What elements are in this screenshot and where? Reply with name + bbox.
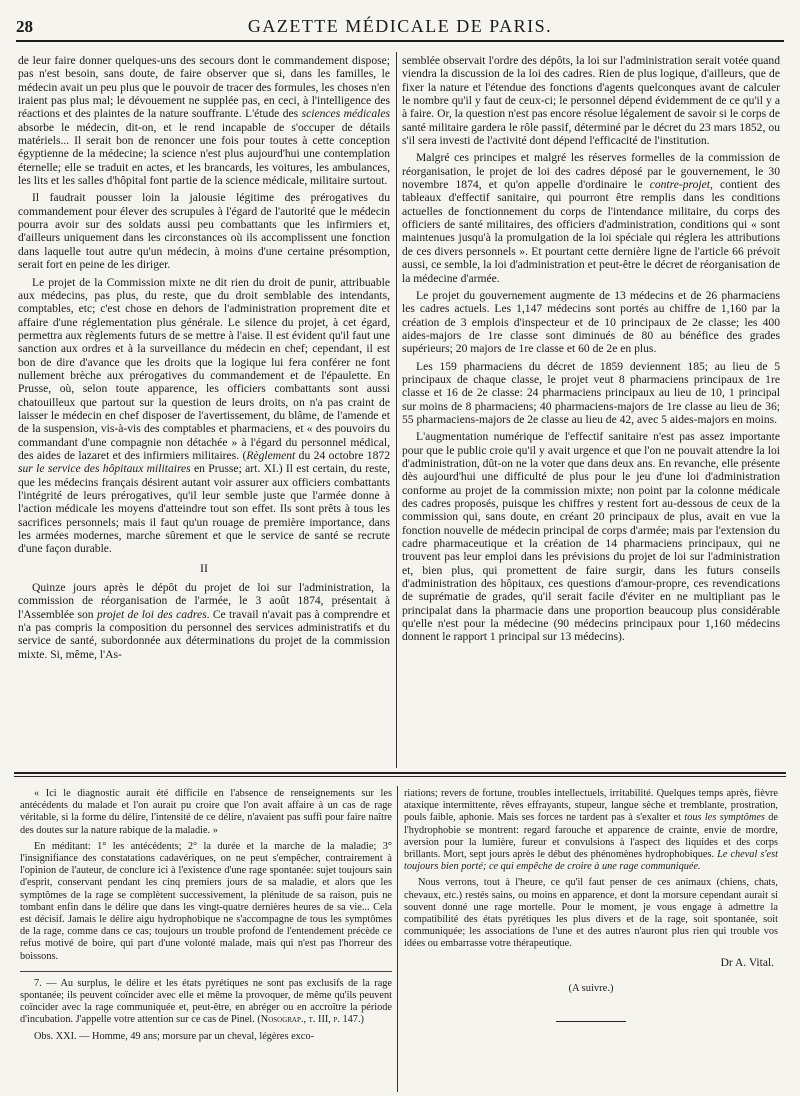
paragraph: Les 159 pharmaciens du décret de 1859 deviennent 185; au lieu de 5 principaux de chaque classe, le projet veut 8 pharmaciens principaux de 1re classe et 16 de 2e classe: 24 pharmaciens principaux au lieu de 10, 1 principal sur moins de 8 pharmaciens; 40 pharmaciens-majors de 1re classe au lieu de 36; 55 pharmaciens-majors de 2e classe au lieu de 42, avec 5 aides-majors en moins. — [402, 359, 780, 426]
paragraph — [402, 151, 780, 284]
feuilleton-column-left — [20, 788, 392, 1090]
note-divider — [20, 971, 392, 972]
paragraph — [20, 978, 392, 1027]
page-header — [16, 14, 784, 42]
paragraph: Le projet du gouvernement augmente de 13 médecins et de 26 pharmaciens les cadres actuels. Les 1,147 médecins sont portés au chiffre de 1,160 par la création de 3 emplois d'inspecteur et de 10 principaux de 2e classe; les 400 aides-majors de 1re classe sont diminués de 80 au bénéfice des grades supérieurs; 20 majors de 1re classe et 60 de 2e en plus. — [402, 288, 780, 356]
text-run: Le projet de la Commission mixte ne dit rien du droit de punir, attribuable aux médecins, pas plus, du reste, que du droit semblable des intendants, comptables, etc; c'est chose en dehors de l'administration proprement dite et affaire d'une réglementation plus générale. Le silence du projet, à cet égard, permettra aux règlements futurs de se mettre à l'aise. Il est évident qu'il faut une sanction aux ordres et à la surveillance du médecin en chef; cependant, il est bon de dire d'avance que les droits que la logique lui fera conférer ne font nullement brèche aux prérogatives du commandement et de l'épaulette. En Prusse, où, selon toute apparence, les officiers combattants sont aussi chatouilleux que partout sur la question de leurs droits, on n'a pas craint de laisser le médecin en chef disposer de l'avertissement, du blâme, de l'amende et de la suspension, vis-à-vis des comptables et pharmaciens, et « des pouvoirs du commandant d'une compagnie non détachée » à l'égard du personnel médical, des aides de lazaret et des infirmiers militaires. ( — [18, 275, 390, 462]
journal-title: GAZETTE MÉDICALE DE PARIS. — [247, 16, 553, 36]
text-run: 7. — Au surplus, le délire et les états pyrétiques ne sont pas exclusifs de la rage spontanée; ils peuvent coïncider avec elle et même la provoquer, de même qu'ils peuvent coïncider avec la rage communiquée et, peut-être, en abréger ou en accroître la période d'incubation. J'appelle votre attention sur ce cas de Pinel. ( — [20, 977, 392, 1026]
paragraph — [18, 581, 390, 661]
paragraph: Nous verrons, tout à l'heure, ce qu'il faut penser de ces animaux (chiens, chats, chevaux, etc.) restés sains, ou moins en apparence, et dont la morsure cependant aurait si souvent donné une rage mortelle. Pour le moment, je vous engage à admettre la compatibilité des états pyrétiques les plus divers et de la rage, soit spontanée, soit communiquée; les associations de l'une et des autres n'auront plus rien qui trouble vos idées ou embarrasse votre thérapeutique. — [404, 877, 778, 950]
article-column-right — [402, 54, 780, 768]
section-divider-top — [14, 772, 786, 774]
column-divider — [396, 52, 397, 768]
emphasis-text: sciences médicales — [301, 107, 390, 121]
paragraph — [18, 276, 390, 556]
paragraph — [18, 54, 390, 187]
text-run: ) — [360, 1014, 364, 1026]
text-run: absorbe le médecin, dit-on, et le rend incapable de s'occuper de détails matériels... Il serait bon de renoncer une fois pour toutes à cette conception égyptienne de la médecine; la science n'est plus aujourd'hui une contemplation éternelle; elle se traduit en actes, et les brancards, les voitures, les ambulances, les lits et les salles d'hôpital font partie de la science médicale, militaire surtout. — [18, 120, 390, 188]
page-number: 28 — [16, 17, 33, 36]
observation-paragraph: Obs. XXI. — Homme, 49 ans; morsure par un cheval, légères exco- — [34, 1030, 314, 1042]
emphasis-text: sur le service des hôpitaux militaires — [18, 462, 191, 476]
paragraph: Il faudrait pousser loin la jalousie légitime des prérogatives du commandement pour élever des scrupules à l'égard de l'autorité que le médecin pourra avoir sur des soldats aussi peu combattants que les infirmiers et, d'ailleurs uniquement dans les circonstances où ils accomplissent une fonction dans laquelle tout autre qu'un médecin, à moins d'une certaine présomption, serait fort en peine de les diriger. — [18, 191, 390, 272]
text-run: Malgré ces principes et malgré les réserves formelles de la commission de réorganisation, le projet de loi des cadres déposé par le gouvernement, le 30 novembre 1874, et qu'on appelle d'ordinaire le — [402, 151, 780, 192]
quotation-paragraph: « Ici le diagnostic aurait été difficile en l'absence de renseignements sur les antécédents du malade et l'on aurait pu croire que l'on avait affaire à un cas de rage véritable, si la forme du délire, l'intensité de ce délire, n'avaient pas suffi pour faire naître des doutes sur la nature rabique de la maladie. » — [20, 788, 392, 836]
section-heading: II — [200, 560, 208, 575]
text-run: Quinze jours après le dépôt du projet de loi sur l'administration, la commission de réorganisation de l'armée, le 3 août 1874, présentait à l'Assemblée son — [18, 581, 390, 621]
emphasis-text: tous les symptômes — [684, 812, 765, 824]
paragraph: L'augmentation numérique de l'effectif sanitaire n'est pas assez importante pour que le public croie qu'il y avait urgence et que l'on ne pouvait attendre la loi d'administration, dût-on ne la voter que dans deux ans. En revanche, elle présente dès aujourd'hui une difficulté de plus pour le jeu d'une loi d'administration conforme au projet de la commission mixte; non point par la colonne médicale des cadres proposés, puisque les chiffres y restent fort au-dessous de ceux de la commission qui, sans doute, en créant 20 principaux de plus, avait en vue la fonction nouvelle de médecin principal de corps d'armée; mais par l'extension du cadre pharmaceutique et la création de 14 pharmaciens principaux, qui ne trouvent pas leur emploi dans les prévisions du projet de loi sur l'administration et, bien plus, qui promettent de faire surgir, dans les futurs conseils d'administration des hôpitaux, ces questions d'amour-propre, ces revendications de suprématie de grades, qu'il serait facile d'éviter en ne multipliant pas le principalat dans la pharmacie dans une proportion beaucoup plus considérable qu'elle n'est pour la médecine (90 médecins principaux pour 1,160 médecins donnent le rapport 1 principal sur 13 médecins). — [402, 430, 780, 644]
emphasis-text: Le cheval s'est toujours bien porté; ce qui empêche de croire à une rage communiquée. — [404, 849, 778, 873]
column-divider — [397, 786, 398, 1092]
emphasis-text: Règlement — [246, 448, 296, 462]
text-run: , contient des tableaux d'effectif sanitaire, qui pourront être remplis dans les conditions actuelles de fonctionnement du corps de l'intendance militaire, du corps des officiers de santé militaires, des officiers d'administration, conditions qui « sont maintenues jusqu'à la promulgation de la loi spéciale qui réglera les attributions de ces divers personnels ». Et pourtant cette dernière ligne de l'article 66 prévoit aussi, ce semble, la loi d'administration et peut-être le décret de réorganisation de la médecine d'armée. — [402, 178, 780, 285]
text-run: de leur faire donner quelques-uns des secours dont le commandement dispose; pas n'est besoin, sans doute, de faire observer que si, dans les familles, le médecin avait un peu plus que le pouvoir de tracer des formules, les choses n'en iraient pas plus mal; le dévouement ne supplée pas, en ceci, à l'intelligence des réactions et des plaintes de la nature souffrante. L'étude des — [18, 54, 390, 121]
text-run: en Prusse; art. XI.) Il est certain, du reste, que les médecins français désirent autant voir assurer aux officiers combattants l'intégrité de leurs prérogatives, qu'il leur semble juste que l'armée donne à l'action médicale les moyens d'atteindre tout son effet. Ils sont prêts à tous les sacrifices personnels; mais il faut qu'un rouage de première importance, dans les armées modernes, marche sûrement et que le service de santé se recrute d'une façon durable. — [18, 462, 390, 556]
emphasis-text: contre-projet — [649, 178, 710, 192]
article-column-left — [18, 54, 390, 768]
text-run: de l'hydrophobie se montrent: regard farouche et apparence de crainte, envie de mordre, aversion pour la lumière, fureur et convulsions à l'aspect des liquides et des corps brillants. Mort, sept jours après le début des phénomènes hydrophobiques. — [404, 812, 778, 861]
emphasis-text: projet de loi des cadres — [96, 607, 207, 621]
to-be-continued-note: (A suivre.) — [568, 982, 614, 994]
feuilleton-column-right — [404, 788, 778, 1090]
paragraph: En méditant: 1° les antécédents; 2° la durée et la marche de la maladie; 3° l'insignifiance des constatations cadavériques, on ne peut s'empêcher, contrairement à l'opinion de l'auteur, de conclure ici à l'existence d'une rage spontanée: sujet toujours sain d'esprit, conservant pendant les cinq premiers jours de sa maladie, et alors que les symptômes de la rage se complètent successivement, la plénitude de sa raison, puis ne tombant enfin dans le délire que dans les vingt-quatre dernières heures de sa vie... Cela est décisif. Jamais le délire aigu hydrophobique ne s'accompagne de tous les symptômes de la rage, comme dans ce cas; toujours un trouble profond de l'entendement précède ce refus motivé de boire, qui part d'une volonté malade, mais qui n'est pas l'horreur des boissons. — [20, 840, 392, 962]
section-divider-bottom — [14, 776, 786, 777]
text-run: . Ce travail n'avait pas à comprendre et n'a pas compris la composition du personnel des services administratifs et du service de santé, subordonnée aux déterminations du projet de la commission mixte. Si, même, l'As- — [18, 607, 390, 661]
text-run: riations; revers de fortune, troubles intellectuels, irritabilité. Quelques temps après, fièvre ataxique intermittente, rêves effrayants, stupeur, langue sèche et tremblante, prostration, pouls faible, aphonie. Mais ses forces ne tardent pas à s'exalter et — [404, 788, 778, 824]
author-signature: Dr A. Vital. — [720, 956, 774, 969]
reference-text: Nosograp., t. III, p. 147. — [260, 1014, 361, 1026]
paragraph: semblée observait l'ordre des dépôts, la loi sur l'administration serait votée quand viendra la discussion de la loi des cadres. Rien de plus logique, d'ailleurs, que de fixer la nature et l'étendue des fonctions d'agents quelconques avant de calculer le nombre qu'il y faut de ceux-ci; le personnel dépend évidemment de ce qu'il y a à faire. Or, la question n'est pas encore résolue légalement de savoir si le corps de santé militaire gardera le rôle passif, déterminé par le décret du 23 mars 1852, ou s'il sera investi de l'activité dont dépend l'efficacité de l'institution. — [402, 54, 780, 148]
paragraph — [404, 788, 778, 873]
end-rule — [556, 1021, 626, 1022]
text-run: du 24 octobre 1872 — [295, 448, 390, 462]
